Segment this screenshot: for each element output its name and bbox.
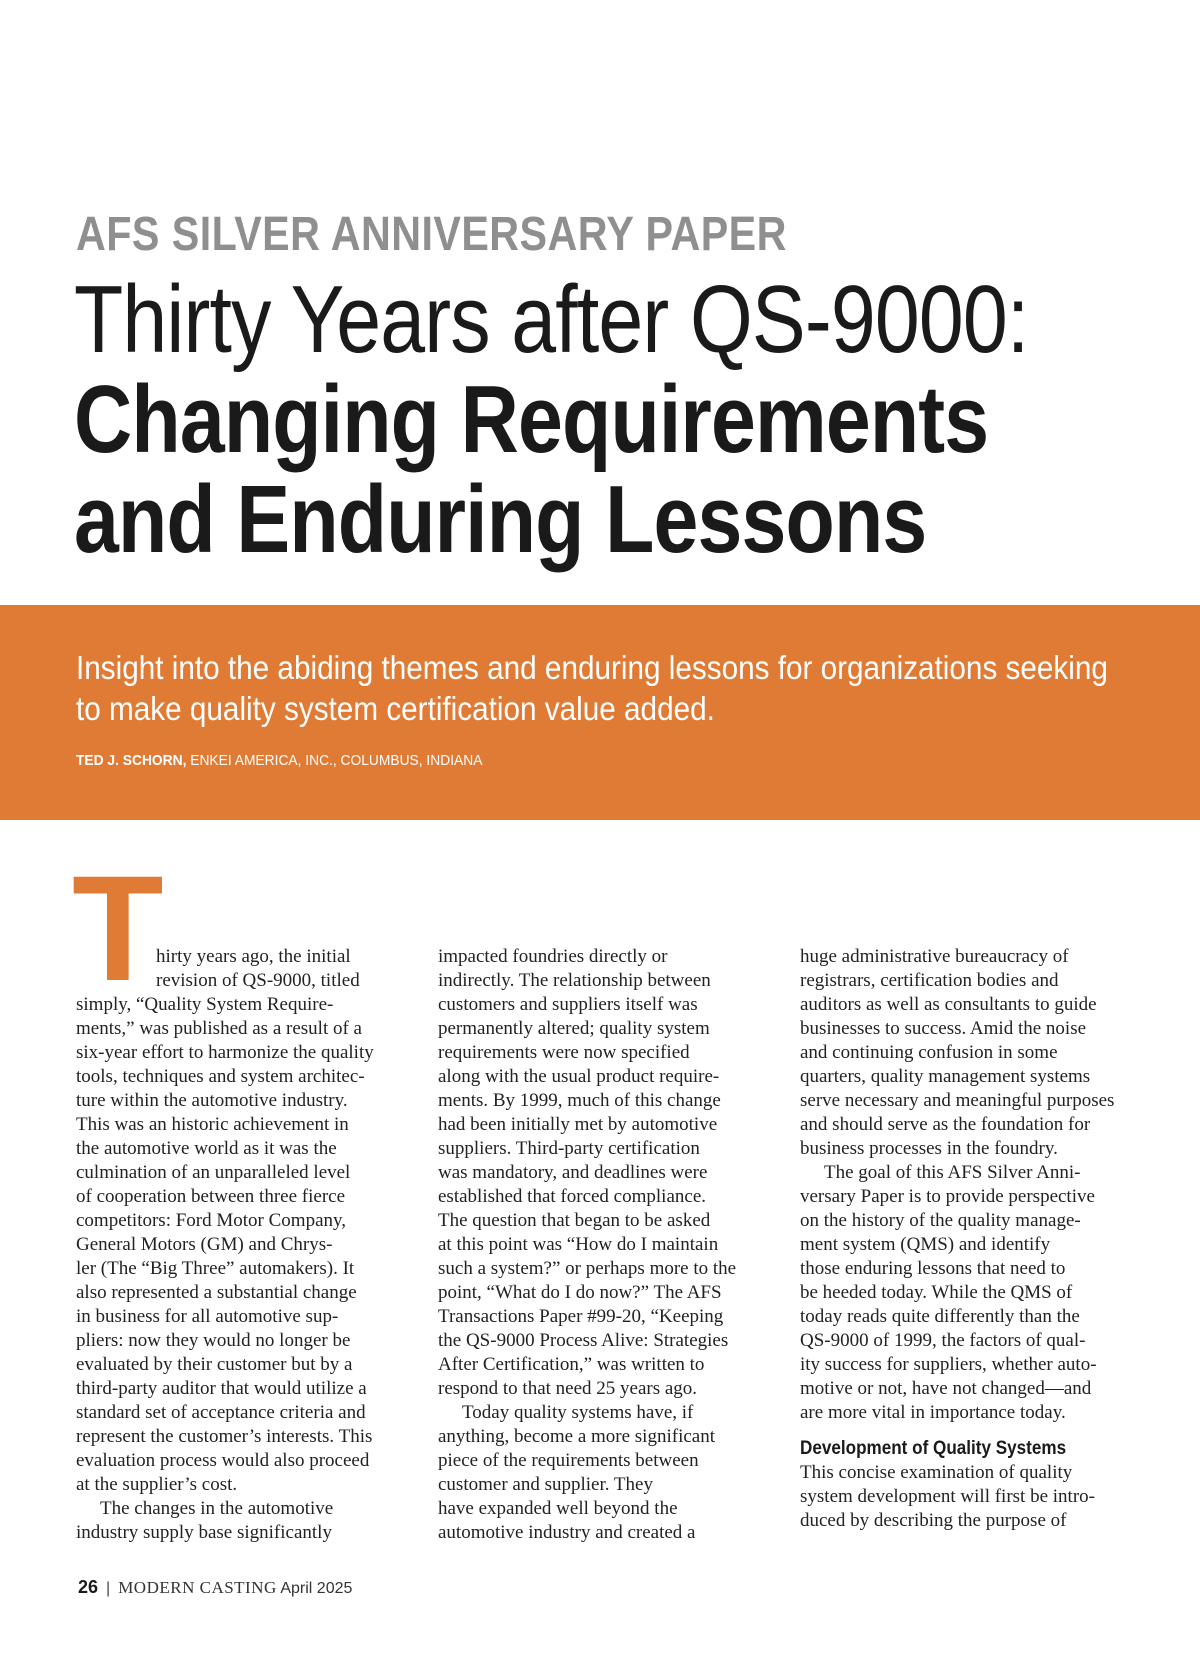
body-line: This concise examination of quality	[800, 1462, 1073, 1483]
body-line: indirectly. The relationship between	[438, 970, 711, 991]
body-line: registrars, certification bodies and	[800, 970, 1059, 991]
body-line: six-year effort to harmonize the quality	[76, 1042, 374, 1063]
body-line: Today quality systems have, if	[462, 1402, 694, 1423]
body-line: auditors as well as consultants to guide	[800, 994, 1097, 1015]
byline	[76, 752, 482, 769]
body-line: evaluated by their customer but by a	[76, 1354, 353, 1375]
deck-text	[76, 647, 1138, 729]
body-line: also represented a substantial change	[76, 1282, 357, 1303]
body-line: are more vital in importance today.	[800, 1402, 1066, 1423]
body-line: established that forced compliance.	[438, 1186, 707, 1207]
section-kicker: AFS SILVER ANNIVERSARY PAPER	[76, 208, 787, 261]
body-line: permanently altered; quality system	[438, 1018, 710, 1039]
body-line: today reads quite differently than the	[800, 1306, 1080, 1327]
author-affiliation: ENKEI AMERICA, INC., COLUMBUS, INDIANA	[186, 752, 483, 769]
body-line: This was an historic achievement in	[76, 1114, 349, 1135]
body-line: had been initially met by automotive	[438, 1114, 718, 1135]
body-line: at this point was “How do I maintain	[438, 1234, 719, 1255]
page-footer	[78, 1577, 352, 1598]
body-line: ture within the automotive industry.	[76, 1090, 348, 1111]
body-line: duced by describing the purpose of	[800, 1510, 1067, 1531]
body-line: customer and supplier. They	[438, 1474, 653, 1495]
body-line: respond to that need 25 years ago.	[438, 1378, 698, 1399]
body-column-3	[800, 945, 1140, 1533]
title-line-3: and Enduring Lessons	[74, 466, 927, 573]
body-line: tools, techniques and system architec-	[76, 1066, 365, 1087]
body-line: culmination of an unparalleled level	[76, 1162, 351, 1183]
body-line: anything, become a more significant	[438, 1426, 715, 1447]
body-line: simply, “Quality System Require-	[76, 994, 334, 1015]
body-line: ity success for suppliers, whether auto-	[800, 1354, 1097, 1375]
footer-separator: |	[106, 1580, 111, 1597]
body-column-1	[76, 945, 416, 1545]
body-line: ments,” was published as a result of a	[76, 1018, 362, 1039]
magazine-name: MODERN CASTING	[118, 1578, 277, 1597]
body-line: customers and suppliers itself was	[438, 994, 698, 1015]
body-line: quarters, quality management systems	[800, 1066, 1091, 1087]
body-line: After Certification,” was written to	[438, 1354, 705, 1375]
body-line: serve necessary and meaningful purposes	[800, 1090, 1115, 1111]
body-line: such a system?” or perhaps more to the	[438, 1258, 737, 1279]
body-line: ments. By 1999, much of this change	[438, 1090, 721, 1111]
title-line-2: Changing Requirements	[74, 366, 989, 473]
body-line: of cooperation between three fierce	[76, 1186, 346, 1207]
body-line: in business for all automotive sup-	[76, 1306, 339, 1327]
body-line: The question that began to be asked	[438, 1210, 711, 1231]
body-line: business processes in the foundry.	[800, 1138, 1058, 1159]
body-line: those enduring lessons that need to	[800, 1258, 1066, 1279]
body-line: the automotive world as it was the	[76, 1138, 337, 1159]
body-line: was mandatory, and deadlines were	[438, 1162, 708, 1183]
body-line: third-party auditor that would utilize a	[76, 1378, 367, 1399]
body-line: businesses to success. Amid the noise	[800, 1018, 1087, 1039]
body-line: The changes in the automotive	[100, 1498, 334, 1519]
deck-line-2: to make quality system certification value added.	[76, 690, 715, 727]
body-line: impacted foundries directly or	[438, 946, 668, 967]
body-line: be heeded today. While the QMS of	[800, 1282, 1073, 1303]
body-line: revision of QS-9000, titled	[156, 970, 360, 991]
body-column-2	[438, 945, 778, 1545]
issue-date: April 2025	[280, 1580, 353, 1597]
body-line: system development will first be intro-	[800, 1486, 1095, 1507]
body-line: represent the customer’s interests. This	[76, 1426, 373, 1447]
body-line: along with the usual product require-	[438, 1066, 720, 1087]
body-line: huge administrative bureaucracy of	[800, 946, 1069, 967]
body-line: standard set of acceptance criteria and	[76, 1402, 366, 1423]
body-line: General Motors (GM) and Chrys-	[76, 1234, 333, 1255]
body-line: requirements were now specified	[438, 1042, 690, 1063]
body-line: have expanded well beyond the	[438, 1498, 678, 1519]
body-line: evaluation process would also proceed	[76, 1450, 370, 1471]
body-line: point, “What do I do now?” The AFS	[438, 1282, 722, 1303]
deck-line-1: Insight into the abiding themes and enduring lessons for organizations seeking	[76, 649, 1108, 686]
body-line: suppliers. Third-party certification	[438, 1138, 700, 1159]
body-line: and continuing confusion in some	[800, 1042, 1058, 1063]
body-line: on the history of the quality manage-	[800, 1210, 1081, 1231]
body-line: ment system (QMS) and identify	[800, 1234, 1051, 1255]
body-line: pliers: now they would no longer be	[76, 1330, 351, 1351]
body-line: versary Paper is to provide perspective	[800, 1186, 1095, 1207]
section-subhead: Development of Quality Systems	[800, 1438, 1067, 1459]
body-line: the QS-9000 Process Alive: Strategies	[438, 1330, 729, 1351]
body-line: at the supplier’s cost.	[76, 1474, 238, 1495]
body-line: and should serve as the foundation for	[800, 1114, 1091, 1135]
body-line: motive or not, have not changed—and	[800, 1378, 1092, 1399]
body-line: ler (The “Big Three” automakers). It	[76, 1258, 355, 1279]
body-line: Transactions Paper #99-20, “Keeping	[438, 1306, 724, 1327]
page-number: 26	[78, 1577, 99, 1597]
body-line: hirty years ago, the initial	[156, 946, 351, 967]
body-line: QS-9000 of 1999, the factors of qual-	[800, 1330, 1086, 1351]
title-line-1: Thirty Years after QS-9000:	[74, 266, 1029, 373]
title-bold-block	[74, 366, 1166, 573]
body-line: industry supply base significantly	[76, 1522, 332, 1543]
body-line: piece of the requirements between	[438, 1450, 699, 1471]
drop-cap: T	[72, 844, 164, 1012]
body-line: The goal of this AFS Silver Anni-	[824, 1162, 1081, 1183]
body-line: automotive industry and created a	[438, 1522, 696, 1543]
author-name: TED J. SCHORN,	[76, 752, 187, 769]
body-line: competitors: Ford Motor Company,	[76, 1210, 347, 1231]
